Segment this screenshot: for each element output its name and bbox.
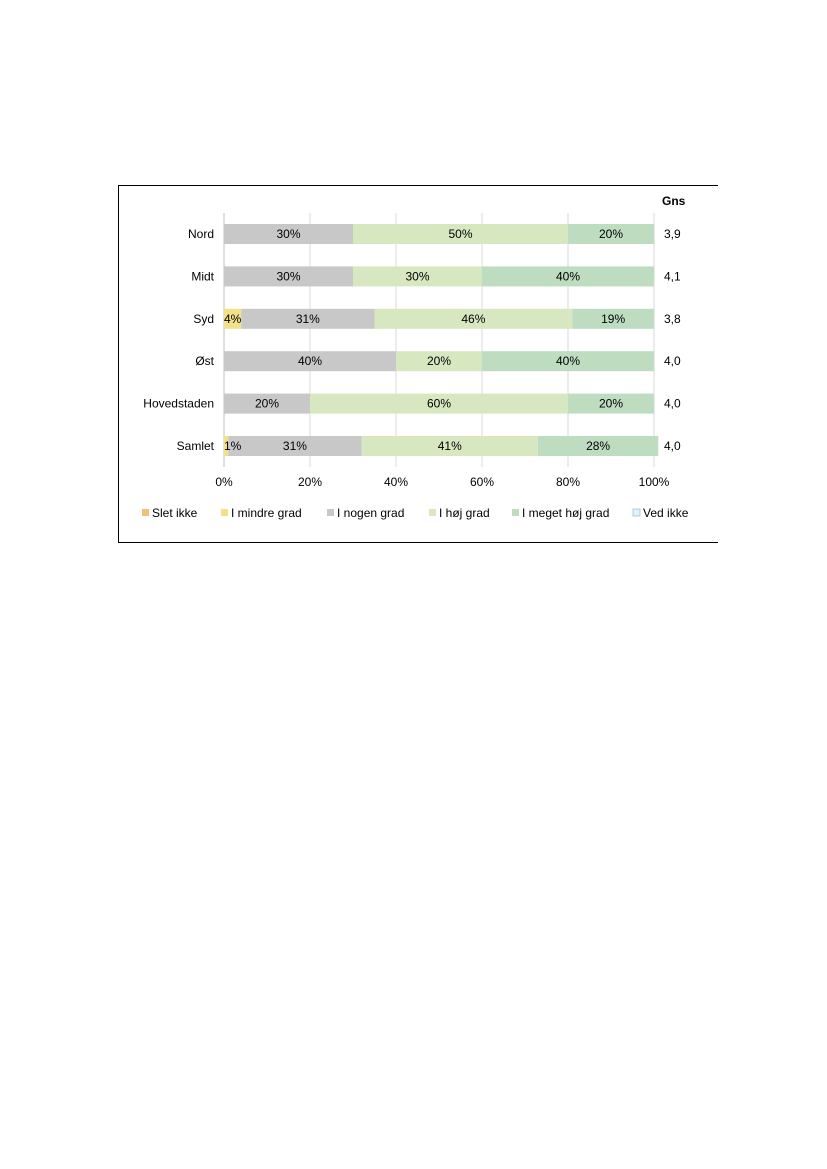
data-label: 20% <box>598 396 624 411</box>
category-label: Midt <box>191 269 214 284</box>
legend-label: I nogen grad <box>337 506 405 520</box>
x-tick-label: 0% <box>215 475 233 489</box>
data-label: 20% <box>254 396 280 411</box>
x-tick-label: 20% <box>297 475 323 489</box>
category-label: Hovedstaden <box>143 396 214 411</box>
gns-header: Gns <box>662 194 686 208</box>
data-label: 4% <box>224 311 242 326</box>
bar-labels <box>224 227 625 453</box>
stacked-bar-chart <box>119 186 717 541</box>
x-tick-labels <box>215 475 669 489</box>
legend-swatch <box>429 509 436 516</box>
data-label: 30% <box>276 269 301 284</box>
legend-swatch <box>327 509 334 516</box>
data-label: 50% <box>448 227 473 241</box>
x-tick-label: 100% <box>638 475 670 489</box>
chart-frame <box>118 185 718 543</box>
legend-swatch <box>221 509 228 516</box>
data-label: 28% <box>586 439 611 453</box>
average-value: 3,9 <box>664 227 681 241</box>
average-column <box>662 194 686 453</box>
average-value: 4,1 <box>664 269 681 284</box>
average-value: 3,8 <box>664 311 681 326</box>
data-label: 46% <box>461 311 486 326</box>
data-label: 40% <box>555 354 581 369</box>
category-label: Samlet <box>176 439 214 453</box>
data-label: 40% <box>555 269 581 284</box>
data-label: 31% <box>295 311 320 326</box>
bars <box>224 224 658 456</box>
data-label: 1% <box>224 439 242 453</box>
legend-label: I mindre grad <box>231 506 302 520</box>
gridlines <box>224 213 654 467</box>
x-tick-label: 40% <box>383 475 409 489</box>
average-value: 4,0 <box>664 396 681 411</box>
legend <box>142 506 689 520</box>
average-value: 4,0 <box>664 439 681 453</box>
data-label: 19% <box>601 311 626 326</box>
legend-swatch <box>142 509 149 516</box>
legend-swatch <box>633 509 640 516</box>
legend-label: Ved ikke <box>643 506 689 520</box>
data-label: 30% <box>276 227 301 241</box>
legend-label: Slet ikke <box>152 506 198 520</box>
category-labels <box>143 227 214 453</box>
legend-swatch <box>512 509 519 516</box>
average-value: 4,0 <box>664 354 681 369</box>
data-label: 30% <box>405 269 430 284</box>
category-label: Nord <box>187 227 214 241</box>
data-label: 60% <box>426 396 452 411</box>
x-tick-label: 60% <box>469 475 495 489</box>
data-label: 20% <box>598 227 624 241</box>
data-label: 20% <box>426 354 452 369</box>
data-label: 40% <box>297 354 323 369</box>
data-label: 31% <box>282 439 307 453</box>
data-label: 41% <box>437 439 462 453</box>
x-tick-label: 80% <box>555 475 581 489</box>
legend-label: I høj grad <box>439 506 490 520</box>
category-label: Øst <box>195 354 214 369</box>
legend-label: I meget høj grad <box>522 506 610 520</box>
category-label: Syd <box>193 311 214 326</box>
